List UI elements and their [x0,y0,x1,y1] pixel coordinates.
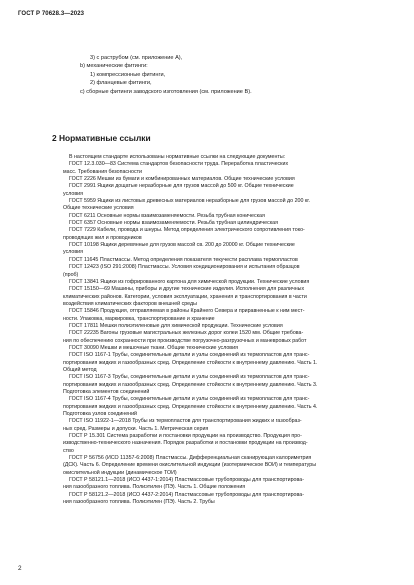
page-number: 2 [18,565,22,572]
reference-line: ГОСТ 6357 Основные нормы взаимозаменяемости. Резьба трубная цилиндрическая [69,220,279,227]
reference-line: ния газообразного топлива. Полиэтилен (ПЭ). Часть 1. Общие положения [63,484,246,491]
reference-line: ГОСТ ISO 1167-4 Трубы, соединительные детали и узлы соединений из термопластов для транс- [69,396,310,403]
reference-line: портирования жидких и газообразных сред. Определение стойкости к внутреннему давлению. Часть 1. [63,359,318,366]
fitting-type-list [80,54,390,96]
section-title: 2 Нормативные ссылки [52,133,151,143]
reference-entry [63,198,390,213]
reference-entry [63,154,390,161]
reference-entry [63,183,390,198]
reference-entry [63,418,390,433]
reference-line: ГОСТ 15846 Продукция, отправляемая в районы Крайнего Севера и приравненные к ним мест- [69,308,305,315]
reference-entry [63,279,390,286]
reference-line: ГОСТ 11645 Пластмассы. Метод определения показателя текучести расплава термопластов [69,256,298,263]
reference-line: окислительной индукции (динамическое ТОИ) [63,469,177,476]
reference-line: ГОСТ ISO 11922-1—2018 Трубы из термопластов для транспортирования жидких и газообраз- [69,418,302,425]
reference-line: ГОСТ Р 58121.1—2018 (ИСО 4437-1:2014) Пластмассовые трубопроводы для транспортирова- [69,477,304,484]
reference-entry [63,323,390,330]
reference-line: проводящих жил и проводников [63,234,142,241]
reference-entry [63,374,390,396]
reference-entry [63,455,390,477]
reference-line: Общий метод [63,366,97,373]
reference-entry [63,257,390,264]
reference-entry [63,264,390,279]
reference-line: масс. Требования безопасности [63,168,142,175]
reference-entry [63,433,390,455]
reference-entry [63,161,390,176]
reference-entry [63,286,390,308]
list-item: 3) с раструбом (см. приложение А), [90,55,183,61]
reference-line: ГОСТ ISO 1167-3 Трубы, соединительные детали и узлы соединений из термопластов для транс- [69,374,310,381]
reference-entry [63,213,390,220]
reference-line: ГОСТ Р 56756 (ИСО 11357-6:2008) Пластмассы. Дифференциальная сканирующая калориметрия [69,455,312,462]
reference-line: ния газообразного топлива. Полиэтилен (ПЭ). Часть 2. Трубы [63,499,215,506]
reference-entry [63,220,390,227]
reference-line: ГОСТ 30090 Мешки и мешочные ткани. Общие технические условия [69,344,238,351]
reference-line: изводственно-технического назначения. Порядок разработки и постановки продукции на производ- [63,440,308,447]
reference-line: ГОСТ 7229 Кабели, провода и шнуры. Метод определения электрического сопротивления токо- [69,227,305,234]
list-item: b) механические фитинги: [80,63,148,70]
reference-entry [63,330,390,345]
reference-line: ГОСТ 2991 Ящики дощатые неразборные для грузов массой до 500 кг. Общие технические [69,183,294,190]
reference-line: условия [63,249,83,256]
reference-line: ности. Упаковка, маркировка, транспортирование и хранение [63,315,215,322]
reference-line: (проб) [63,271,79,278]
reference-line: ния по обеспечению сохранности при производстве погрузочно-разгрузочных и маневровых работ [63,337,307,344]
reference-entry [63,477,390,492]
reference-line: ГОСТ 12423 (ISO 291:2008) Пластмассы. Условия кондиционирования и испытания образцов [69,264,300,271]
reference-entry [63,352,390,374]
list-item: 2) фланцевые фитинги, [90,80,152,87]
reference-line: ство [63,447,74,454]
reference-line: портирования жидких и газообразных сред. Определение стойкости к внутреннему давлению. Часть 3. [63,381,318,388]
reference-line: климатических районов. Категории, условия эксплуатации, хранения и транспортирования в части [63,293,307,300]
reference-line: ГОСТ ISO 1167-1 Трубы, соединительные детали и узлы соединений из термопластов для транс- [69,352,310,359]
reference-line: воздействия климатических факторов внешней среды [63,300,197,307]
reference-line: ных сред. Размеры и допуски. Часть 1. Метрическая серия [63,425,209,432]
reference-entry [63,396,390,418]
reference-line: ГОСТ 13841 Ящики из гофрированного картона для химической продукции. Технические условия [69,278,310,285]
reference-entry [63,308,390,323]
reference-entry [63,227,390,242]
reference-line: портирования жидких и газообразных сред. Определение стойкости к внутреннему давлению. Часть 4. [63,403,318,410]
reference-entry [63,242,390,257]
reference-line: ГОСТ 6211 Основные нормы взаимозаменяемости. Резьба трубная коническая [69,212,265,219]
reference-line: (ДСК). Часть 6. Определение времени окислительной индукции (изотермическое ВОИ) и температуры [63,462,317,469]
reference-line: ГОСТ 12.3.030—83 Система стандартов безопасности труда. Переработка пластических [69,161,289,168]
reference-line: Подготовка узлов соединений [63,411,137,418]
reference-line: ГОСТ 10198 Ящики деревянные для грузов массой св. 200 до 20000 кг. Общие технические [69,242,295,249]
reference-entry [63,492,390,507]
reference-line: Подготовка элементов соединений [63,389,150,395]
list-item: c) сборные фитинги заводского изготовления (см. приложение В). [80,88,252,95]
standard-header: ГОСТ Р 70628.3—2023 [18,11,85,17]
reference-line: В настоящем стандарте использованы нормативные ссылки на следующие документы: [69,154,286,160]
list-item: 1) компрессионные фитинги, [90,71,166,78]
reference-line: ГОСТ 15150—69 Машины, приборы и другие технические изделия. Исполнения для различных [69,286,305,293]
reference-line: ГОСТ Р 15.301 Система разработки и постановки продукции на производство. Продукция про- [69,433,302,440]
reference-line: Общие технические условия [63,205,134,212]
reference-line: ГОСТ Р 58121.2—2018 (ИСО 4437-2:2014) Пластмассовые трубопроводы для транспортирова- [69,491,304,498]
reference-line: ГОСТ 22235 Вагоны грузовые магистральных железных дорог колеи 1520 мм. Общие требова- [69,330,304,337]
reference-line: условия [63,190,83,197]
normative-references [63,154,390,507]
reference-line: ГОСТ 5959 Ящики из листовых древесных материалов неразборные для грузов массой до 200 кг. [69,198,310,205]
reference-line: ГОСТ 2226 Мешки из бумаги и комбинированных материалов. Общие технические условия [69,176,295,183]
reference-line: ГОСТ 17811 Мешки полиэтиленовые для химической продукции. Технические условия [69,322,283,329]
